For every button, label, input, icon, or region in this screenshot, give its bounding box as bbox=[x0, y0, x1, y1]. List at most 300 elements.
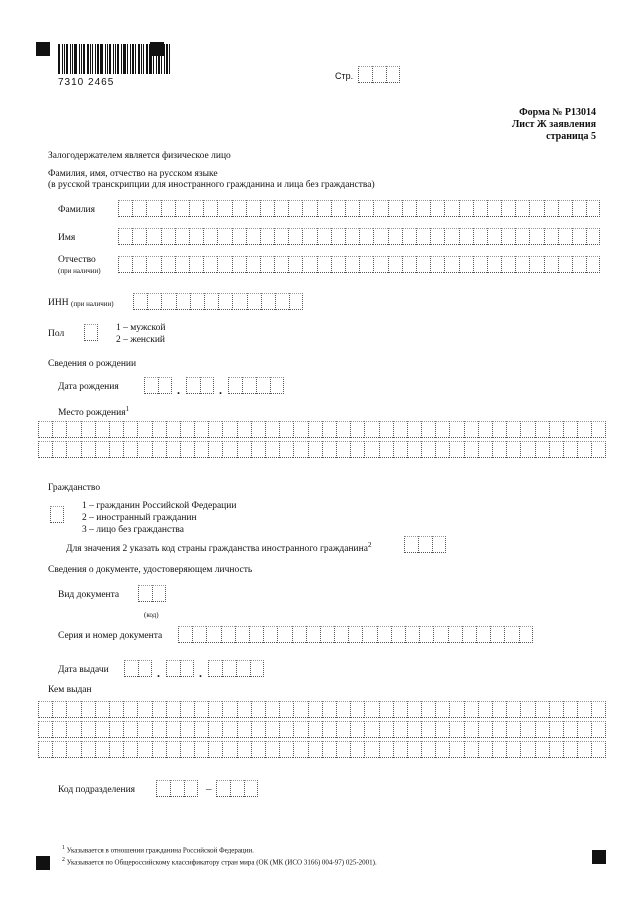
input-cell[interactable] bbox=[279, 441, 293, 458]
input-cell[interactable] bbox=[236, 660, 250, 677]
input-cell[interactable] bbox=[331, 200, 345, 217]
input-cell[interactable] bbox=[246, 228, 260, 245]
input-cell[interactable] bbox=[558, 256, 572, 273]
input-cell[interactable] bbox=[152, 701, 166, 718]
input-cell[interactable] bbox=[109, 421, 123, 438]
input-cell[interactable] bbox=[218, 293, 232, 310]
input-cell[interactable] bbox=[302, 228, 316, 245]
input-cell[interactable] bbox=[430, 256, 444, 273]
input-cell[interactable] bbox=[274, 228, 288, 245]
input-cell[interactable] bbox=[237, 441, 251, 458]
input-cell[interactable] bbox=[317, 200, 331, 217]
input-cell[interactable] bbox=[393, 421, 407, 438]
input-cell[interactable] bbox=[288, 228, 302, 245]
input-cell[interactable] bbox=[449, 441, 463, 458]
document-type-cells[interactable] bbox=[138, 585, 166, 602]
input-cell[interactable] bbox=[506, 701, 520, 718]
input-cell[interactable] bbox=[251, 741, 265, 758]
input-cell[interactable] bbox=[563, 441, 577, 458]
input-cell[interactable] bbox=[393, 741, 407, 758]
input-cell[interactable] bbox=[407, 421, 421, 438]
input-cell[interactable] bbox=[261, 293, 275, 310]
input-cell[interactable] bbox=[246, 200, 260, 217]
input-cell[interactable] bbox=[529, 256, 543, 273]
input-cell[interactable] bbox=[506, 421, 520, 438]
input-cell[interactable] bbox=[216, 780, 230, 797]
input-cell[interactable] bbox=[152, 585, 166, 602]
input-cell[interactable] bbox=[501, 256, 515, 273]
input-cell[interactable] bbox=[208, 660, 222, 677]
input-cell[interactable] bbox=[535, 721, 549, 738]
input-cell[interactable] bbox=[519, 626, 533, 643]
input-cell[interactable] bbox=[549, 441, 563, 458]
input-cell[interactable] bbox=[359, 228, 373, 245]
input-cell[interactable] bbox=[591, 701, 605, 718]
input-cell[interactable] bbox=[535, 741, 549, 758]
input-cell[interactable] bbox=[138, 585, 152, 602]
input-cell[interactable] bbox=[544, 256, 558, 273]
input-cell[interactable] bbox=[158, 377, 172, 394]
input-cell[interactable] bbox=[66, 701, 80, 718]
input-cell[interactable] bbox=[449, 721, 463, 738]
input-cell[interactable] bbox=[558, 200, 572, 217]
input-cell[interactable] bbox=[109, 441, 123, 458]
input-cell[interactable] bbox=[563, 701, 577, 718]
input-cell[interactable] bbox=[430, 200, 444, 217]
input-cell[interactable] bbox=[194, 741, 208, 758]
input-cell[interactable] bbox=[331, 228, 345, 245]
input-cell[interactable] bbox=[464, 721, 478, 738]
input-cell[interactable] bbox=[66, 741, 80, 758]
input-cell[interactable] bbox=[138, 660, 152, 677]
input-cell[interactable] bbox=[38, 421, 52, 438]
input-cell[interactable] bbox=[586, 256, 600, 273]
input-cell[interactable] bbox=[275, 293, 289, 310]
input-cell[interactable] bbox=[274, 256, 288, 273]
input-cell[interactable] bbox=[444, 200, 458, 217]
input-cell[interactable] bbox=[161, 256, 175, 273]
input-cell[interactable] bbox=[232, 293, 246, 310]
input-cell[interactable] bbox=[364, 721, 378, 738]
input-cell[interactable] bbox=[393, 701, 407, 718]
input-cell[interactable] bbox=[137, 701, 151, 718]
input-cell[interactable] bbox=[348, 626, 362, 643]
input-cell[interactable] bbox=[529, 200, 543, 217]
input-cell[interactable] bbox=[492, 701, 506, 718]
input-cell[interactable] bbox=[464, 441, 478, 458]
input-cell[interactable] bbox=[487, 256, 501, 273]
input-cell[interactable] bbox=[279, 741, 293, 758]
input-cell[interactable] bbox=[124, 660, 138, 677]
input-cell[interactable] bbox=[322, 441, 336, 458]
input-cell[interactable] bbox=[132, 256, 146, 273]
input-cell[interactable] bbox=[232, 228, 246, 245]
input-cell[interactable] bbox=[251, 421, 265, 438]
input-cell[interactable] bbox=[492, 441, 506, 458]
input-cell[interactable] bbox=[189, 256, 203, 273]
input-cell[interactable] bbox=[118, 256, 132, 273]
input-cell[interactable] bbox=[462, 626, 476, 643]
input-cell[interactable] bbox=[529, 228, 543, 245]
input-cell[interactable] bbox=[221, 626, 235, 643]
input-cell[interactable] bbox=[473, 256, 487, 273]
input-cell[interactable] bbox=[95, 741, 109, 758]
input-cell[interactable] bbox=[161, 200, 175, 217]
input-cell[interactable] bbox=[535, 441, 549, 458]
input-cell[interactable] bbox=[166, 701, 180, 718]
input-cell[interactable] bbox=[137, 741, 151, 758]
input-cell[interactable] bbox=[416, 200, 430, 217]
input-cell[interactable] bbox=[146, 228, 160, 245]
input-cell[interactable] bbox=[175, 256, 189, 273]
input-cell[interactable] bbox=[379, 701, 393, 718]
input-cell[interactable] bbox=[237, 721, 251, 738]
input-cell[interactable] bbox=[95, 721, 109, 738]
input-cell[interactable] bbox=[308, 741, 322, 758]
input-cell[interactable] bbox=[377, 626, 391, 643]
input-cell[interactable] bbox=[237, 421, 251, 438]
input-cell[interactable] bbox=[166, 441, 180, 458]
input-cell[interactable] bbox=[549, 741, 563, 758]
input-cell[interactable] bbox=[345, 200, 359, 217]
input-cell[interactable] bbox=[237, 701, 251, 718]
input-cell[interactable] bbox=[563, 421, 577, 438]
input-cell[interactable] bbox=[123, 741, 137, 758]
input-cell[interactable] bbox=[391, 626, 405, 643]
input-cell[interactable] bbox=[203, 228, 217, 245]
input-cell[interactable] bbox=[132, 228, 146, 245]
input-cell[interactable] bbox=[208, 721, 222, 738]
input-cell[interactable] bbox=[563, 741, 577, 758]
input-cell[interactable] bbox=[288, 256, 302, 273]
input-cell[interactable] bbox=[334, 626, 348, 643]
input-cell[interactable] bbox=[421, 721, 435, 738]
input-cell[interactable] bbox=[194, 721, 208, 738]
input-cell[interactable] bbox=[251, 721, 265, 738]
input-cell[interactable] bbox=[520, 701, 534, 718]
input-cell[interactable] bbox=[95, 701, 109, 718]
name-cells[interactable] bbox=[118, 228, 600, 245]
input-cell[interactable] bbox=[407, 441, 421, 458]
input-cell[interactable] bbox=[152, 421, 166, 438]
input-cell[interactable] bbox=[161, 293, 175, 310]
input-cell[interactable] bbox=[322, 741, 336, 758]
input-cell[interactable] bbox=[372, 66, 386, 83]
input-cell[interactable] bbox=[492, 741, 506, 758]
input-cell[interactable] bbox=[322, 421, 336, 438]
input-cell[interactable] bbox=[132, 200, 146, 217]
input-cell[interactable] bbox=[289, 293, 303, 310]
input-cell[interactable] bbox=[256, 377, 270, 394]
input-cell[interactable] bbox=[152, 741, 166, 758]
input-cell[interactable] bbox=[435, 741, 449, 758]
input-cell[interactable] bbox=[393, 721, 407, 738]
birth-year-cells[interactable] bbox=[228, 377, 284, 394]
input-cell[interactable] bbox=[350, 701, 364, 718]
input-cell[interactable] bbox=[38, 721, 52, 738]
input-cell[interactable] bbox=[478, 421, 492, 438]
input-cell[interactable] bbox=[478, 721, 492, 738]
input-cell[interactable] bbox=[109, 721, 123, 738]
input-cell[interactable] bbox=[577, 701, 591, 718]
input-cell[interactable] bbox=[137, 441, 151, 458]
input-cell[interactable] bbox=[402, 200, 416, 217]
input-cell[interactable] bbox=[402, 228, 416, 245]
input-cell[interactable] bbox=[302, 200, 316, 217]
input-cell[interactable] bbox=[81, 741, 95, 758]
input-cell[interactable] bbox=[393, 441, 407, 458]
issue-month-cells[interactable] bbox=[166, 660, 194, 677]
input-cell[interactable] bbox=[308, 441, 322, 458]
input-cell[interactable] bbox=[577, 721, 591, 738]
input-cell[interactable] bbox=[492, 721, 506, 738]
input-cell[interactable] bbox=[331, 256, 345, 273]
input-cell[interactable] bbox=[222, 660, 236, 677]
input-cell[interactable] bbox=[407, 721, 421, 738]
input-cell[interactable] bbox=[277, 626, 291, 643]
input-cell[interactable] bbox=[459, 200, 473, 217]
country-code-cells[interactable] bbox=[404, 536, 446, 553]
input-cell[interactable] bbox=[292, 626, 306, 643]
issued-by-cells-row-1[interactable] bbox=[38, 701, 606, 718]
input-cell[interactable] bbox=[520, 721, 534, 738]
input-cell[interactable] bbox=[404, 536, 418, 553]
input-cell[interactable] bbox=[208, 421, 222, 438]
input-cell[interactable] bbox=[478, 701, 492, 718]
input-cell[interactable] bbox=[336, 741, 350, 758]
input-cell[interactable] bbox=[161, 228, 175, 245]
input-cell[interactable] bbox=[421, 701, 435, 718]
input-cell[interactable] bbox=[373, 200, 387, 217]
input-cell[interactable] bbox=[544, 200, 558, 217]
input-cell[interactable] bbox=[38, 741, 52, 758]
input-cell[interactable] bbox=[217, 256, 231, 273]
issued-by-cells-row-2[interactable] bbox=[38, 721, 606, 738]
input-cell[interactable] bbox=[359, 200, 373, 217]
birth-place-cells-row-2[interactable] bbox=[38, 441, 606, 458]
input-cell[interactable] bbox=[586, 200, 600, 217]
input-cell[interactable] bbox=[265, 441, 279, 458]
input-cell[interactable] bbox=[81, 721, 95, 738]
input-cell[interactable] bbox=[364, 701, 378, 718]
input-cell[interactable] bbox=[166, 660, 180, 677]
input-cell[interactable] bbox=[81, 701, 95, 718]
input-cell[interactable] bbox=[237, 741, 251, 758]
input-cell[interactable] bbox=[123, 441, 137, 458]
input-cell[interactable] bbox=[317, 228, 331, 245]
input-cell[interactable] bbox=[228, 377, 242, 394]
input-cell[interactable] bbox=[473, 228, 487, 245]
input-cell[interactable] bbox=[320, 626, 334, 643]
input-cell[interactable] bbox=[444, 228, 458, 245]
input-cell[interactable] bbox=[308, 701, 322, 718]
input-cell[interactable] bbox=[350, 441, 364, 458]
input-cell[interactable] bbox=[293, 721, 307, 738]
input-cell[interactable] bbox=[572, 228, 586, 245]
input-cell[interactable] bbox=[222, 441, 236, 458]
input-cell[interactable] bbox=[558, 228, 572, 245]
input-cell[interactable] bbox=[362, 626, 376, 643]
input-cell[interactable] bbox=[66, 721, 80, 738]
input-cell[interactable] bbox=[407, 701, 421, 718]
input-cell[interactable] bbox=[358, 66, 372, 83]
input-cell[interactable] bbox=[184, 780, 198, 797]
input-cell[interactable] bbox=[180, 721, 194, 738]
input-cell[interactable] bbox=[208, 741, 222, 758]
input-cell[interactable] bbox=[133, 293, 147, 310]
input-cell[interactable] bbox=[359, 256, 373, 273]
input-cell[interactable] bbox=[459, 256, 473, 273]
input-cell[interactable] bbox=[265, 421, 279, 438]
dept-code-cells-2[interactable] bbox=[216, 780, 258, 797]
input-cell[interactable] bbox=[473, 200, 487, 217]
input-cell[interactable] bbox=[189, 228, 203, 245]
input-cell[interactable] bbox=[364, 441, 378, 458]
input-cell[interactable] bbox=[322, 721, 336, 738]
input-cell[interactable] bbox=[192, 626, 206, 643]
input-cell[interactable] bbox=[501, 200, 515, 217]
input-cell[interactable] bbox=[244, 780, 258, 797]
input-cell[interactable] bbox=[336, 721, 350, 738]
input-cell[interactable] bbox=[520, 441, 534, 458]
input-cell[interactable] bbox=[520, 741, 534, 758]
input-cell[interactable] bbox=[350, 721, 364, 738]
input-cell[interactable] bbox=[95, 441, 109, 458]
input-cell[interactable] bbox=[444, 256, 458, 273]
input-cell[interactable] bbox=[449, 701, 463, 718]
input-cell[interactable] bbox=[448, 626, 462, 643]
input-cell[interactable] bbox=[222, 721, 236, 738]
input-cell[interactable] bbox=[591, 421, 605, 438]
input-cell[interactable] bbox=[386, 66, 400, 83]
input-cell[interactable] bbox=[208, 441, 222, 458]
input-cell[interactable] bbox=[478, 441, 492, 458]
input-cell[interactable] bbox=[137, 721, 151, 738]
input-cell[interactable] bbox=[350, 741, 364, 758]
input-cell[interactable] bbox=[147, 293, 161, 310]
input-cell[interactable] bbox=[293, 441, 307, 458]
input-cell[interactable] bbox=[175, 228, 189, 245]
input-cell[interactable] bbox=[260, 228, 274, 245]
input-cell[interactable] bbox=[501, 228, 515, 245]
input-cell[interactable] bbox=[242, 377, 256, 394]
input-cell[interactable] bbox=[180, 441, 194, 458]
input-cell[interactable] bbox=[293, 701, 307, 718]
input-cell[interactable] bbox=[194, 701, 208, 718]
input-cell[interactable] bbox=[464, 701, 478, 718]
input-cell[interactable] bbox=[137, 421, 151, 438]
input-cell[interactable] bbox=[364, 421, 378, 438]
input-cell[interactable] bbox=[563, 721, 577, 738]
input-cell[interactable] bbox=[84, 324, 98, 341]
input-cell[interactable] bbox=[336, 701, 350, 718]
input-cell[interactable] bbox=[186, 377, 200, 394]
input-cell[interactable] bbox=[591, 741, 605, 758]
input-cell[interactable] bbox=[222, 741, 236, 758]
input-cell[interactable] bbox=[520, 421, 534, 438]
input-cell[interactable] bbox=[506, 721, 520, 738]
input-cell[interactable] bbox=[591, 721, 605, 738]
input-cell[interactable] bbox=[208, 701, 222, 718]
input-cell[interactable] bbox=[308, 721, 322, 738]
input-cell[interactable] bbox=[435, 441, 449, 458]
input-cell[interactable] bbox=[506, 741, 520, 758]
input-cell[interactable] bbox=[180, 421, 194, 438]
input-cell[interactable] bbox=[549, 721, 563, 738]
input-cell[interactable] bbox=[350, 421, 364, 438]
input-cell[interactable] bbox=[260, 200, 274, 217]
input-cell[interactable] bbox=[549, 421, 563, 438]
input-cell[interactable] bbox=[419, 626, 433, 643]
input-cell[interactable] bbox=[306, 626, 320, 643]
surname-cells[interactable] bbox=[118, 200, 600, 217]
input-cell[interactable] bbox=[577, 741, 591, 758]
citizenship-cell[interactable] bbox=[50, 506, 64, 523]
input-cell[interactable] bbox=[52, 441, 66, 458]
input-cell[interactable] bbox=[293, 421, 307, 438]
birth-day-cells[interactable] bbox=[144, 377, 172, 394]
input-cell[interactable] bbox=[492, 421, 506, 438]
input-cell[interactable] bbox=[345, 256, 359, 273]
input-cell[interactable] bbox=[416, 256, 430, 273]
input-cell[interactable] bbox=[572, 256, 586, 273]
input-cell[interactable] bbox=[180, 660, 194, 677]
input-cell[interactable] bbox=[322, 701, 336, 718]
input-cell[interactable] bbox=[123, 421, 137, 438]
input-cell[interactable] bbox=[388, 200, 402, 217]
input-cell[interactable] bbox=[81, 441, 95, 458]
input-cell[interactable] bbox=[504, 626, 518, 643]
input-cell[interactable] bbox=[345, 228, 359, 245]
input-cell[interactable] bbox=[247, 293, 261, 310]
input-cell[interactable] bbox=[194, 441, 208, 458]
input-cell[interactable] bbox=[235, 626, 249, 643]
input-cell[interactable] bbox=[418, 536, 432, 553]
issue-day-cells[interactable] bbox=[124, 660, 152, 677]
input-cell[interactable] bbox=[288, 200, 302, 217]
input-cell[interactable] bbox=[402, 256, 416, 273]
birth-month-cells[interactable] bbox=[186, 377, 214, 394]
input-cell[interactable] bbox=[591, 441, 605, 458]
input-cell[interactable] bbox=[464, 421, 478, 438]
input-cell[interactable] bbox=[435, 421, 449, 438]
dept-code-cells-1[interactable] bbox=[156, 780, 198, 797]
input-cell[interactable] bbox=[515, 256, 529, 273]
input-cell[interactable] bbox=[38, 441, 52, 458]
input-cell[interactable] bbox=[166, 721, 180, 738]
issue-year-cells[interactable] bbox=[208, 660, 264, 677]
input-cell[interactable] bbox=[156, 780, 170, 797]
input-cell[interactable] bbox=[52, 421, 66, 438]
input-cell[interactable] bbox=[251, 701, 265, 718]
input-cell[interactable] bbox=[487, 228, 501, 245]
input-cell[interactable] bbox=[203, 200, 217, 217]
input-cell[interactable] bbox=[152, 721, 166, 738]
input-cell[interactable] bbox=[52, 741, 66, 758]
input-cell[interactable] bbox=[230, 780, 244, 797]
input-cell[interactable] bbox=[175, 200, 189, 217]
input-cell[interactable] bbox=[222, 421, 236, 438]
input-cell[interactable] bbox=[249, 626, 263, 643]
input-cell[interactable] bbox=[123, 721, 137, 738]
input-cell[interactable] bbox=[459, 228, 473, 245]
sex-cell[interactable] bbox=[84, 324, 98, 341]
input-cell[interactable] bbox=[379, 421, 393, 438]
input-cell[interactable] bbox=[279, 721, 293, 738]
input-cell[interactable] bbox=[50, 506, 64, 523]
inn-cells[interactable] bbox=[133, 293, 303, 310]
input-cell[interactable] bbox=[232, 200, 246, 217]
